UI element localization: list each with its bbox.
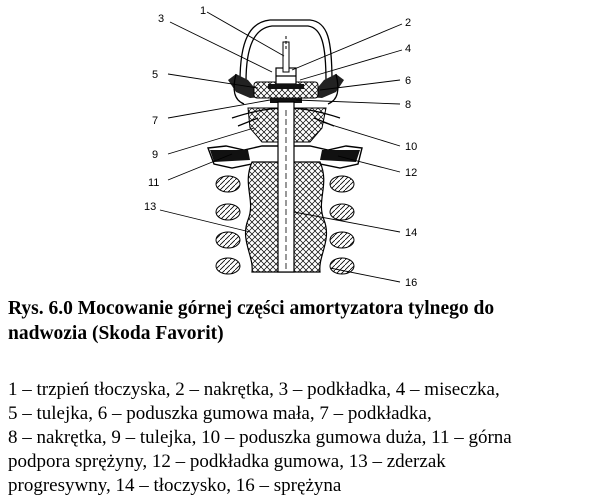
legend-line: progresywny, 14 – tłoczysko, 16 – sprężyna [8,475,342,496]
label-3: 3 [158,13,165,25]
figure-caption [8,296,594,346]
parts-legend [8,378,600,498]
caption-line-1: Rys. 6.0 Mocowanie górnej części amortyzatora tylnego do [8,298,495,319]
label-13: 13 [144,201,157,213]
legend-line: podpora sprężyny, 12 – podkładka gumowa, 13 – zderzak [8,451,446,472]
label-1: 1 [200,5,207,17]
label-10: 10 [405,141,418,153]
label-12: 12 [405,167,418,179]
legend-line: 8 – nakrętka, 9 – tulejka, 10 – poduszka gumowa duża, 11 – górna [8,427,512,448]
label-8: 8 [405,99,412,111]
label-11: 11 [148,177,160,189]
label-4: 4 [405,43,412,55]
legend-line: 5 – tulejka, 6 – poduszka gumowa mała, 7 – podkładka, [8,403,432,424]
label-9: 9 [152,149,159,161]
label-5: 5 [152,69,159,81]
caption-line-2: nadwozia (Skoda Favorit) [8,323,224,344]
label-14: 14 [405,227,418,239]
label-6: 6 [405,75,412,87]
label-16: 16 [405,277,418,289]
legend-line: 1 – trzpień tłoczyska, 2 – nakrętka, 3 – podkładka, 4 – miseczka, [8,379,500,400]
label-7: 7 [152,115,159,127]
label-2: 2 [405,17,412,29]
